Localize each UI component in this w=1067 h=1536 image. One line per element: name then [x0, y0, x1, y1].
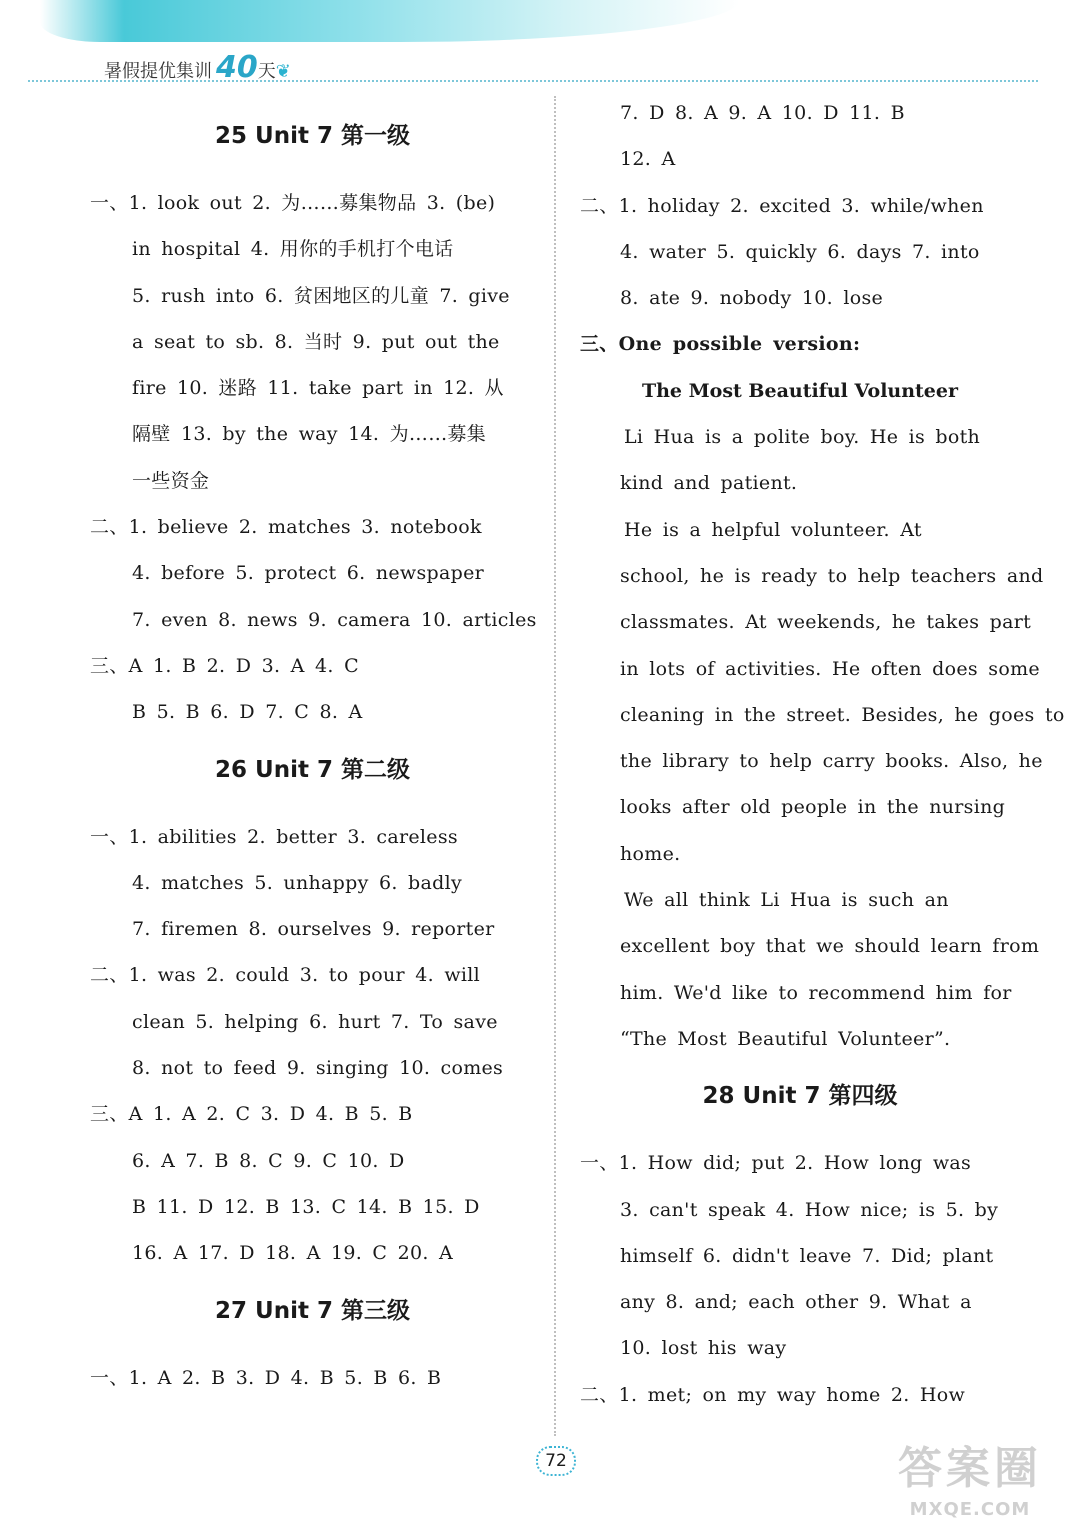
essay-line: cleaning in the street. Besides, he goes to [620, 703, 1065, 726]
answer-line: 8. ate 9. nobody 10. lose [620, 287, 884, 310]
essay-line: school, he is ready to help teachers and [620, 564, 1044, 587]
section-title-27: 27 Unit 7 第三级 [215, 1297, 410, 1324]
site-watermark [885, 1440, 1055, 1530]
answer-line: 7. D 8. A 9. A 10. D 11. B [620, 102, 905, 124]
left-column [90, 110, 535, 1401]
essay-line: the library to help carry books. Also, he [620, 750, 1043, 773]
column-separator [554, 96, 556, 1436]
answer-line: 3. can't speak 4. How nice; is 5. by [620, 1198, 999, 1221]
answer-line: 12. A [620, 148, 676, 171]
answer-line: 一、1. A 2. B 3. D 4. B 5. B 6. B [90, 1366, 442, 1389]
essay-line: classmates. At weekends, he takes part [620, 611, 1032, 634]
answer-line: 一些资金 [132, 469, 210, 492]
essay-line: He is a helpful volunteer. At [624, 518, 922, 541]
essay-line: in lots of activities. He often does some [620, 657, 1040, 680]
essay-line: looks after old people in the nursing [620, 796, 1006, 819]
section-title-26: 26 Unit 7 第二级 [215, 756, 410, 783]
essay-line: him. We'd like to recommend him for [620, 981, 1012, 1004]
answer-line: himself 6. didn't leave 7. Did; plant [620, 1244, 994, 1267]
brand-unit: 天 [257, 61, 276, 82]
answer-line: 6. A 7. B 8. C 9. C 10. D [132, 1149, 405, 1172]
answer-line: 三、A 1. B 2. D 3. A 4. C [90, 654, 359, 677]
right-column [580, 90, 1065, 1418]
answer-line: clean 5. helping 6. hurt 7. To save [132, 1010, 498, 1033]
answer-line: 三、A 1. A 2. C 3. D 4. B 5. B [90, 1103, 413, 1126]
answer-line: 二、1. met; on my way home 2. How [580, 1383, 966, 1406]
answer-line: 4. before 5. protect 6. newspaper [132, 562, 484, 585]
answer-line: 8. not to feed 9. singing 10. comes [132, 1057, 504, 1080]
section-title-28: 28 Unit 7 第四级 [702, 1083, 898, 1110]
answer-line: 二、1. was 2. could 3. to pour 4. will [90, 964, 481, 987]
essay-line: kind and patient. [620, 472, 798, 495]
answer-line: 4. water 5. quickly 6. days 7. into [620, 240, 980, 263]
answer-line: 16. A 17. D 18. A 19. C 20. A [132, 1242, 454, 1265]
answer-line: 隔壁 13. by the way 14. 为……募集 [132, 423, 487, 446]
essay-intro: 三、One possible version: [580, 333, 861, 356]
answer-line: 二、1. holiday 2. excited 3. while/when [580, 194, 984, 217]
header-rule [28, 80, 1038, 82]
answer-line: 5. rush into 6. 贫困地区的儿童 7. give [132, 284, 510, 307]
answer-line: a seat to sb. 8. 当时 9. put out the [132, 330, 500, 353]
section-title-25: 25 Unit 7 第一级 [215, 123, 410, 149]
answer-line: 二、1. believe 2. matches 3. notebook [90, 516, 482, 539]
watermark-logo-text: 答案圈 [898, 1443, 1042, 1494]
answer-line: 10. lost his way [620, 1337, 787, 1360]
header-decoration [40, 0, 740, 42]
answer-line: 一、1. abilities 2. better 3. careless [90, 825, 458, 848]
essay-line: Li Hua is a polite boy. He is both [624, 426, 981, 449]
answer-line: 7. firemen 8. ourselves 9. reporter [132, 918, 495, 941]
answer-line: B 11. D 12. B 13. C 14. B 15. D [132, 1195, 480, 1218]
watermark-url: MXQE.COM [909, 1499, 1031, 1520]
answer-line: 一、1. How did; put 2. How long was [580, 1152, 972, 1175]
answer-line: 一、1. look out 2. 为……募集物品 3. (be) [90, 192, 496, 214]
leaf-icon: ❦ [275, 61, 291, 82]
essay-line: “The Most Beautiful Volunteer”. [620, 1027, 951, 1050]
essay-title: The Most Beautiful Volunteer [641, 379, 958, 402]
answer-line: any 8. and; each other 9. What a [620, 1291, 972, 1314]
brand-text: 暑假提优集训 [104, 61, 212, 82]
brand-number: 40 [216, 50, 258, 85]
answer-line: 7. even 8. news 9. camera 10. articles [132, 608, 537, 631]
essay-line: home. [620, 842, 681, 865]
page-number: 72 [536, 1446, 576, 1476]
essay-line: We all think Li Hua is such an [624, 889, 949, 912]
answer-line: in hospital 4. 用你的手机打个电话 [132, 238, 454, 261]
answer-line: fire 10. 迷路 11. take part in 12. 从 [132, 377, 504, 400]
essay-line: excellent boy that we should learn from [620, 935, 1040, 958]
answer-line: B 5. B 6. D 7. C 8. A [132, 701, 363, 724]
answer-line: 4. matches 5. unhappy 6. badly [132, 871, 462, 894]
